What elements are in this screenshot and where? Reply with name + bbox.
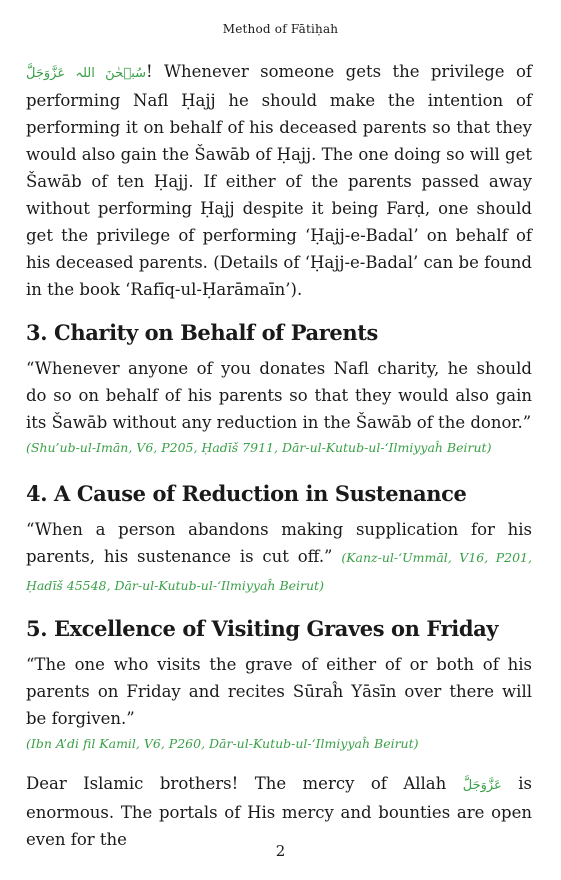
section-heading-3: 3. Charity on Behalf of Parents (26, 320, 378, 345)
section-4-citation: (Kanz-ul-‘Ummāl, V16, P201, Ḥadīš 45548, Dār-ul-Kutub-ul-‘Ilmiyyaĥ Beirut) (26, 550, 532, 593)
arabic-honorific: سُبۡحٰنَ اللہ عَزَّوَجَلَّ (26, 66, 147, 81)
section-5-citation: (Ibn A’di fil Kamil, V6, P260, Dār-ul-Kutub-ul-‘Ilmiyyaĥ Beirut) (26, 736, 419, 751)
section-4-text: “When a person abandons making supplication for his parents, his sustenance is cut off.” (26, 520, 532, 566)
page-content (26, 58, 532, 853)
closing-text-after: is enormous. The portals of His mercy and bounties are open even for the (26, 774, 533, 849)
closing-text-before: Dear Islamic brothers! The mercy of Allah (26, 774, 447, 793)
running-header: Method of Fātiḥah (222, 22, 339, 36)
section-5-text: “The one who visits the grave of either of or both of his parents on Friday and recites Sūraĥ Yāsīn over there will be forgiven.” (26, 655, 532, 728)
intro-paragraph (26, 58, 532, 303)
section-heading-5: 5. Excellence of Visiting Graves on Friday (26, 616, 499, 641)
page-number: 2 (275, 842, 286, 860)
arabic-honorific-closing: عَزَّوَجَلَّ (462, 778, 502, 793)
closing-paragraph (26, 770, 532, 853)
section-4-paragraph (26, 516, 532, 599)
intro-text: ! Whenever someone gets the privilege of performing Nafl Ḥajj he should make the intention of performing it on behalf of his deceased parents so that they would also gain the Šawāb of Ḥajj. The one doing so will get Šawāb of ten Ḥajj. If either of the parents passed away without performing Ḥajj despite it being Farḍ, one should get the privilege of performing ‘Ḥajj-e-Badal’ on behalf of his deceased parents. (Details of ‘Ḥajj-e-Badal’ can be found in the book ‘Rafīq-ul-Ḥarāmaīn’). (26, 62, 532, 299)
section-3-text: “Whenever anyone of you donates Nafl charity, he should do so on behalf of his parents so that they would also gain its Šawāb without any reduction in the Šawāb of the donor.” (26, 359, 532, 432)
section-heading-4: 4. A Cause of Reduction in Sustenance (26, 481, 467, 506)
section-3-citation: (Shu’ub-ul-Imān, V6, P205, Ḥadīš 7911, Dār-ul-Kutub-ul-‘Ilmiyyaĥ Beirut) (26, 440, 492, 455)
